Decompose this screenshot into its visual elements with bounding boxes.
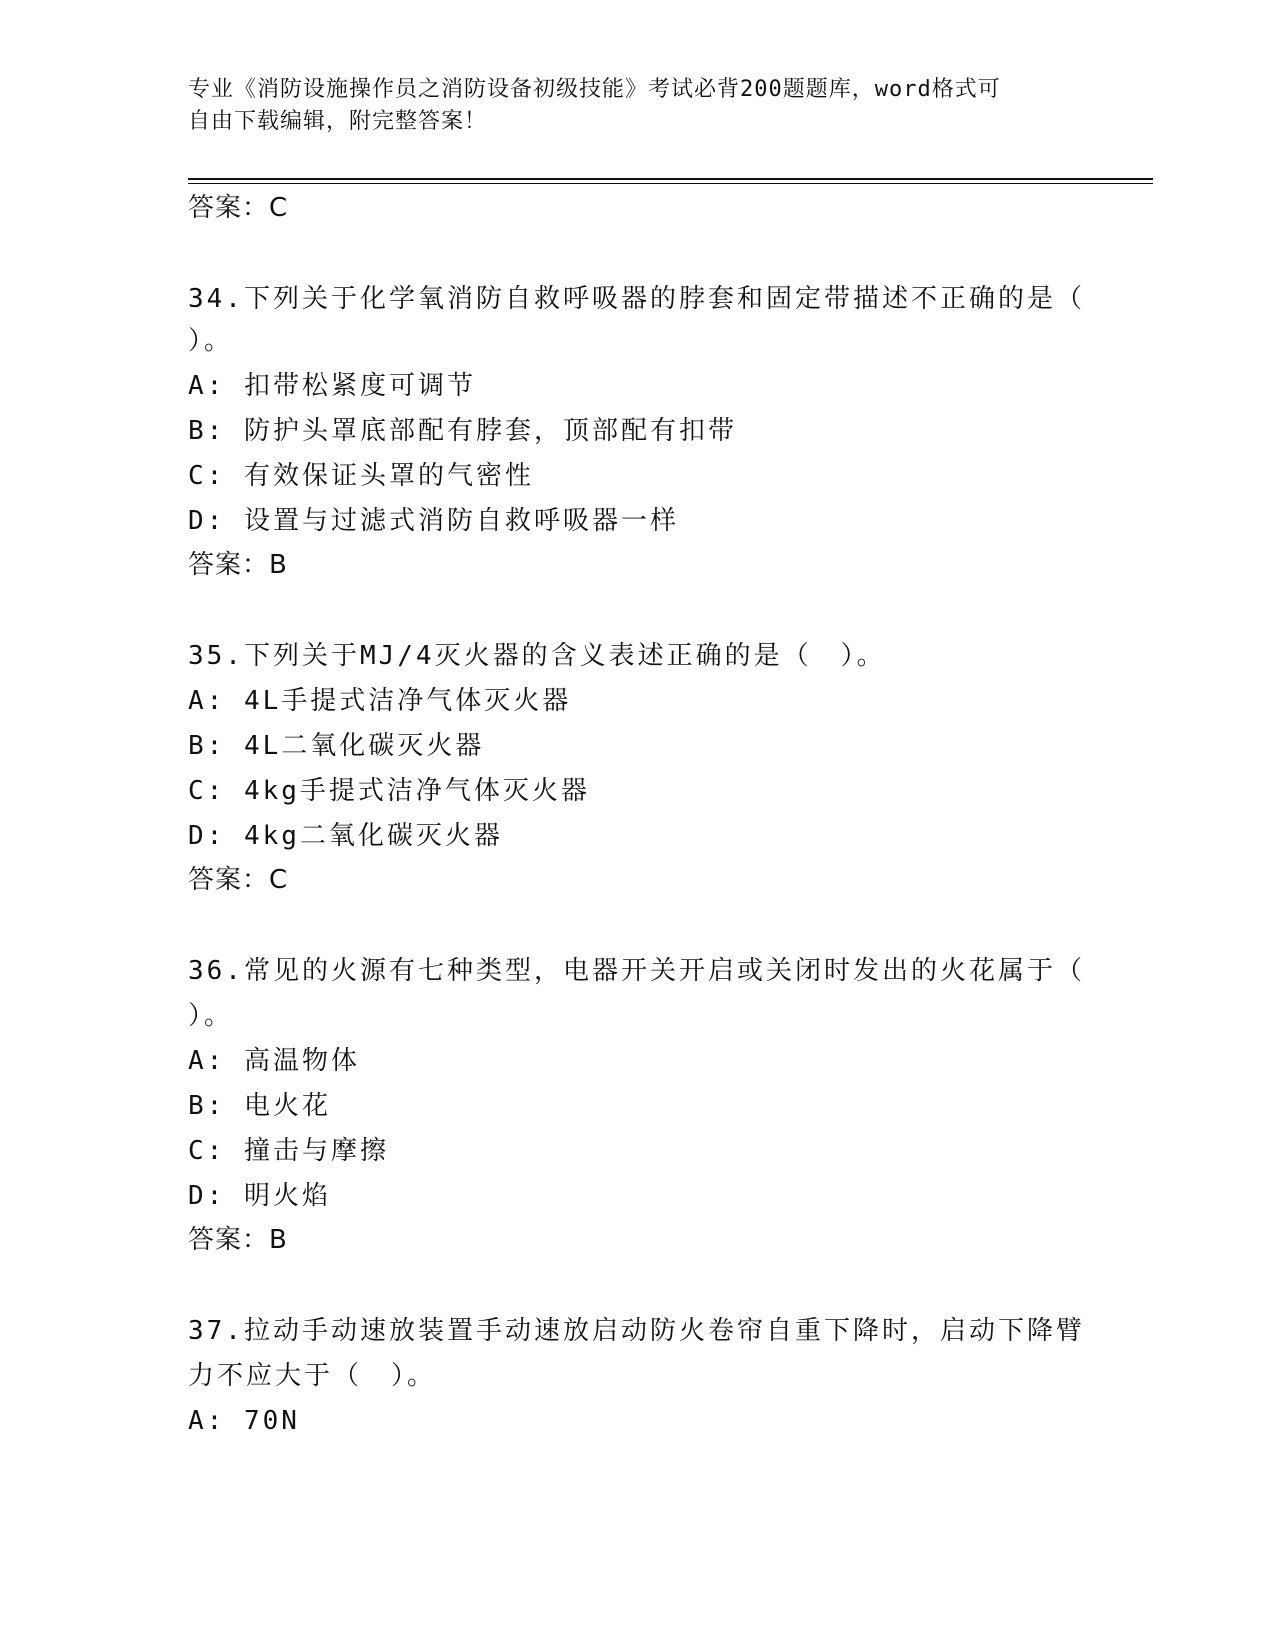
option-d: D: 明火焰 — [188, 1181, 331, 1211]
question-35: 35.下列关于MJ/4灭火器的含义表述正确的是（ ）。 — [188, 641, 886, 671]
header-line-1: 专业《消防设施操作员之消防设备初级技能》考试必背200题题库，word格式可 — [188, 77, 1001, 102]
option-a: A: 4L手提式洁净气体灭火器 — [188, 686, 572, 716]
question-36-cont: ）。 — [188, 1001, 234, 1031]
option-a: A: 70N — [188, 1406, 300, 1436]
question-37-cont: 力不应大于（ ）。 — [188, 1361, 437, 1391]
option-a: A: 扣带松紧度可调节 — [188, 371, 476, 401]
option-c: C: 撞击与摩擦 — [188, 1136, 389, 1166]
answer-line: 答案：B — [188, 550, 288, 580]
option-c: C: 有效保证头罩的气密性 — [188, 461, 534, 491]
option-d: D: 4kg二氧化碳灭火器 — [188, 821, 503, 851]
question-34: 34.下列关于化学氧消防自救呼吸器的脖套和固定带描述不正确的是（ — [188, 284, 1085, 314]
header-rule-thick — [188, 178, 1153, 180]
option-b: B: 4L二氧化碳灭火器 — [188, 731, 485, 761]
option-d: D: 设置与过滤式消防自救呼吸器一样 — [188, 506, 679, 536]
header-line-2: 自由下载编辑，附完整答案！ — [188, 109, 488, 134]
answer-line: 答案：C — [188, 193, 289, 223]
header-rule-thin — [188, 183, 1153, 184]
option-c: C: 4kg手提式洁净气体灭火器 — [188, 776, 590, 806]
question-34-cont: ）。 — [188, 326, 234, 356]
question-36: 36.常见的火源有七种类型，电器开关开启或关闭时发出的火花属于（ — [188, 956, 1085, 986]
answer-line: 答案：C — [188, 865, 289, 895]
option-a: A: 高温物体 — [188, 1046, 360, 1076]
option-b: B: 电火花 — [188, 1091, 331, 1121]
document-header — [188, 74, 1088, 138]
question-37: 37.拉动手动速放装置手动速放启动防火卷帘自重下降时，启动下降臂 — [188, 1316, 1085, 1346]
option-b: B: 防护头罩底部配有脖套，顶部配有扣带 — [188, 416, 737, 446]
answer-line: 答案：B — [188, 1225, 288, 1255]
